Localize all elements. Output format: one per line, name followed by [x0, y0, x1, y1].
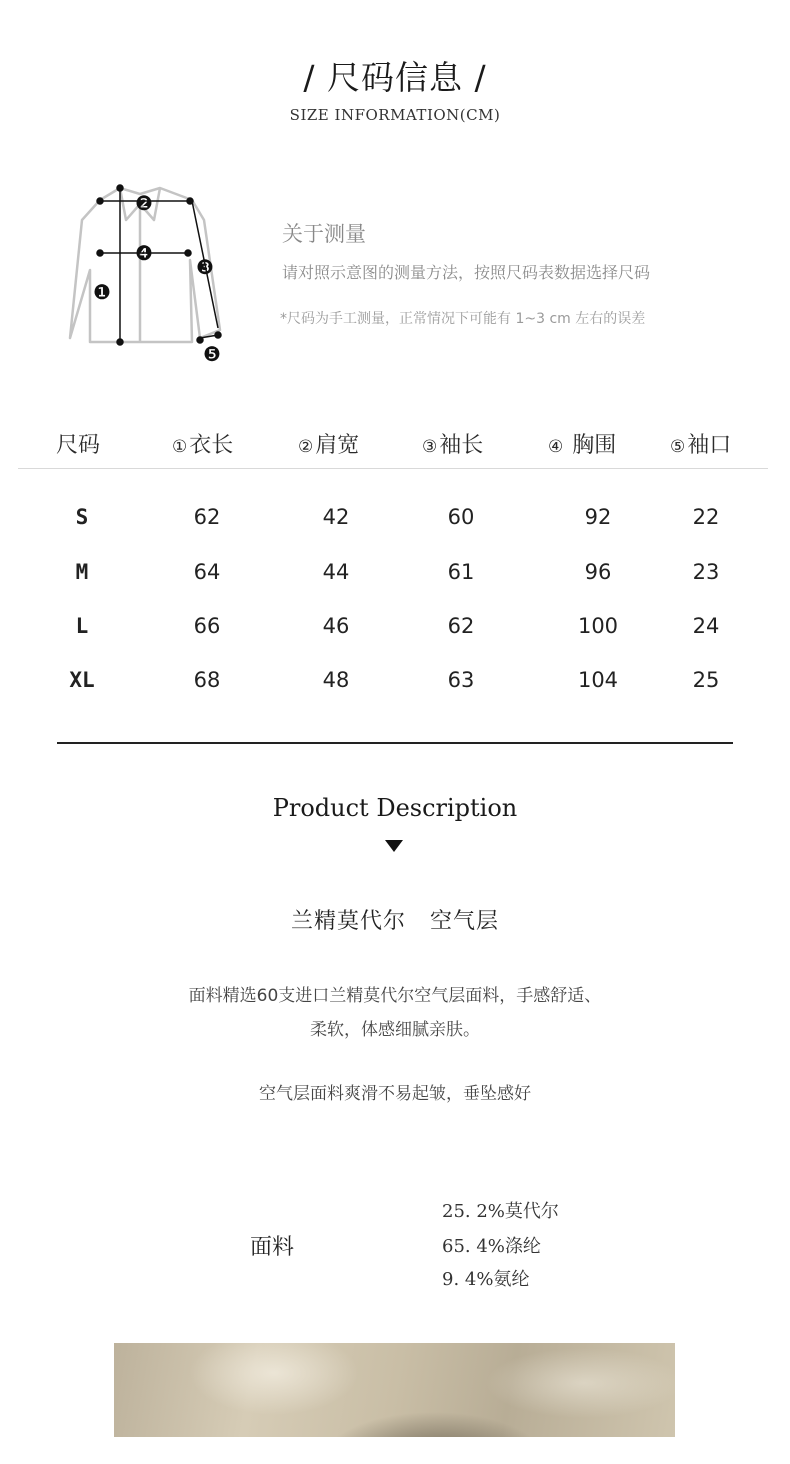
cuff-cell: 22 [692, 505, 720, 529]
material-item: 25. 2%莫代尔 [442, 1201, 559, 1222]
marker-3-icon: ❸ [196, 255, 214, 279]
cuff-cell: 23 [692, 560, 720, 584]
length-cell: 68 [193, 668, 221, 692]
length-cell: 66 [193, 614, 221, 638]
fabric-title: 兰精莫代尔 空气层 [291, 909, 499, 934]
page-subtitle: SIZE INFORMATION(CM) [289, 106, 501, 124]
sleeve-cell: 60 [447, 505, 475, 529]
product-description-title: Product Description [272, 794, 518, 822]
size-cell: XL [69, 668, 95, 692]
material-label: 面料 [250, 1235, 295, 1260]
table-row [0, 505, 790, 535]
marker-1-icon: ❶ [93, 280, 111, 304]
chest-cell: 100 [577, 614, 619, 638]
chest-cell: 92 [584, 505, 612, 529]
fabric-description-line: 柔软，体感细腻亲肤。 [310, 1020, 480, 1040]
cuff-cell: 25 [692, 668, 720, 692]
triangle-down-icon [385, 840, 403, 852]
marker-4-icon: ❹ [135, 241, 153, 265]
table-row [0, 560, 790, 590]
size-cell: M [75, 560, 89, 584]
length-cell: 64 [193, 560, 221, 584]
length-cell: 62 [193, 505, 221, 529]
marker-5-icon: ❺ [203, 342, 221, 366]
shoulder-cell: 46 [322, 614, 350, 638]
chest-cell: 96 [584, 560, 612, 584]
table-bottom-divider [57, 742, 733, 744]
shoulder-cell: 48 [322, 668, 350, 692]
chest-cell: 104 [577, 668, 619, 692]
header-sleeve: ③袖长 [422, 433, 484, 458]
page-title: / 尺码信息 / [303, 58, 487, 97]
material-item: 65. 4%涤纶 [442, 1236, 541, 1257]
sleeve-cell: 61 [447, 560, 475, 584]
table-row [0, 668, 790, 698]
fabric-photo [114, 1343, 675, 1437]
header-divider [18, 468, 768, 469]
measurement-instruction: 请对照示意图的测量方法，按照尺码表数据选择尺码 [282, 263, 651, 282]
measurement-note: *尺码为手工测量，正常情况下可能有 1~3 cm 左右的误差 [280, 311, 646, 327]
shoulder-cell: 42 [322, 505, 350, 529]
header-shoulder: ②肩宽 [298, 433, 360, 458]
sleeve-cell: 62 [447, 614, 475, 638]
header-size: 尺码 [56, 433, 101, 458]
table-row [0, 614, 790, 644]
material-item: 9. 4%氨纶 [442, 1269, 530, 1290]
size-cell: S [75, 505, 89, 529]
header-chest: ④ 胸围 [548, 433, 617, 458]
jacket-measurement-diagram [60, 180, 240, 370]
shoulder-cell: 44 [322, 560, 350, 584]
size-table-header [0, 428, 790, 464]
cuff-cell: 24 [692, 614, 720, 638]
measurement-heading: 关于测量 [282, 222, 366, 246]
fabric-description-line: 面料精选60支进口兰精莫代尔空气层面料，手感舒适、 [188, 986, 602, 1006]
sleeve-cell: 63 [447, 668, 475, 692]
size-cell: L [75, 614, 89, 638]
fabric-description-line: 空气层面料爽滑不易起皱，垂坠感好 [259, 1084, 531, 1104]
header-cuff: ⑤袖口 [670, 433, 732, 458]
marker-2-icon: ❷ [135, 191, 153, 215]
header-length: ①衣长 [172, 433, 234, 458]
